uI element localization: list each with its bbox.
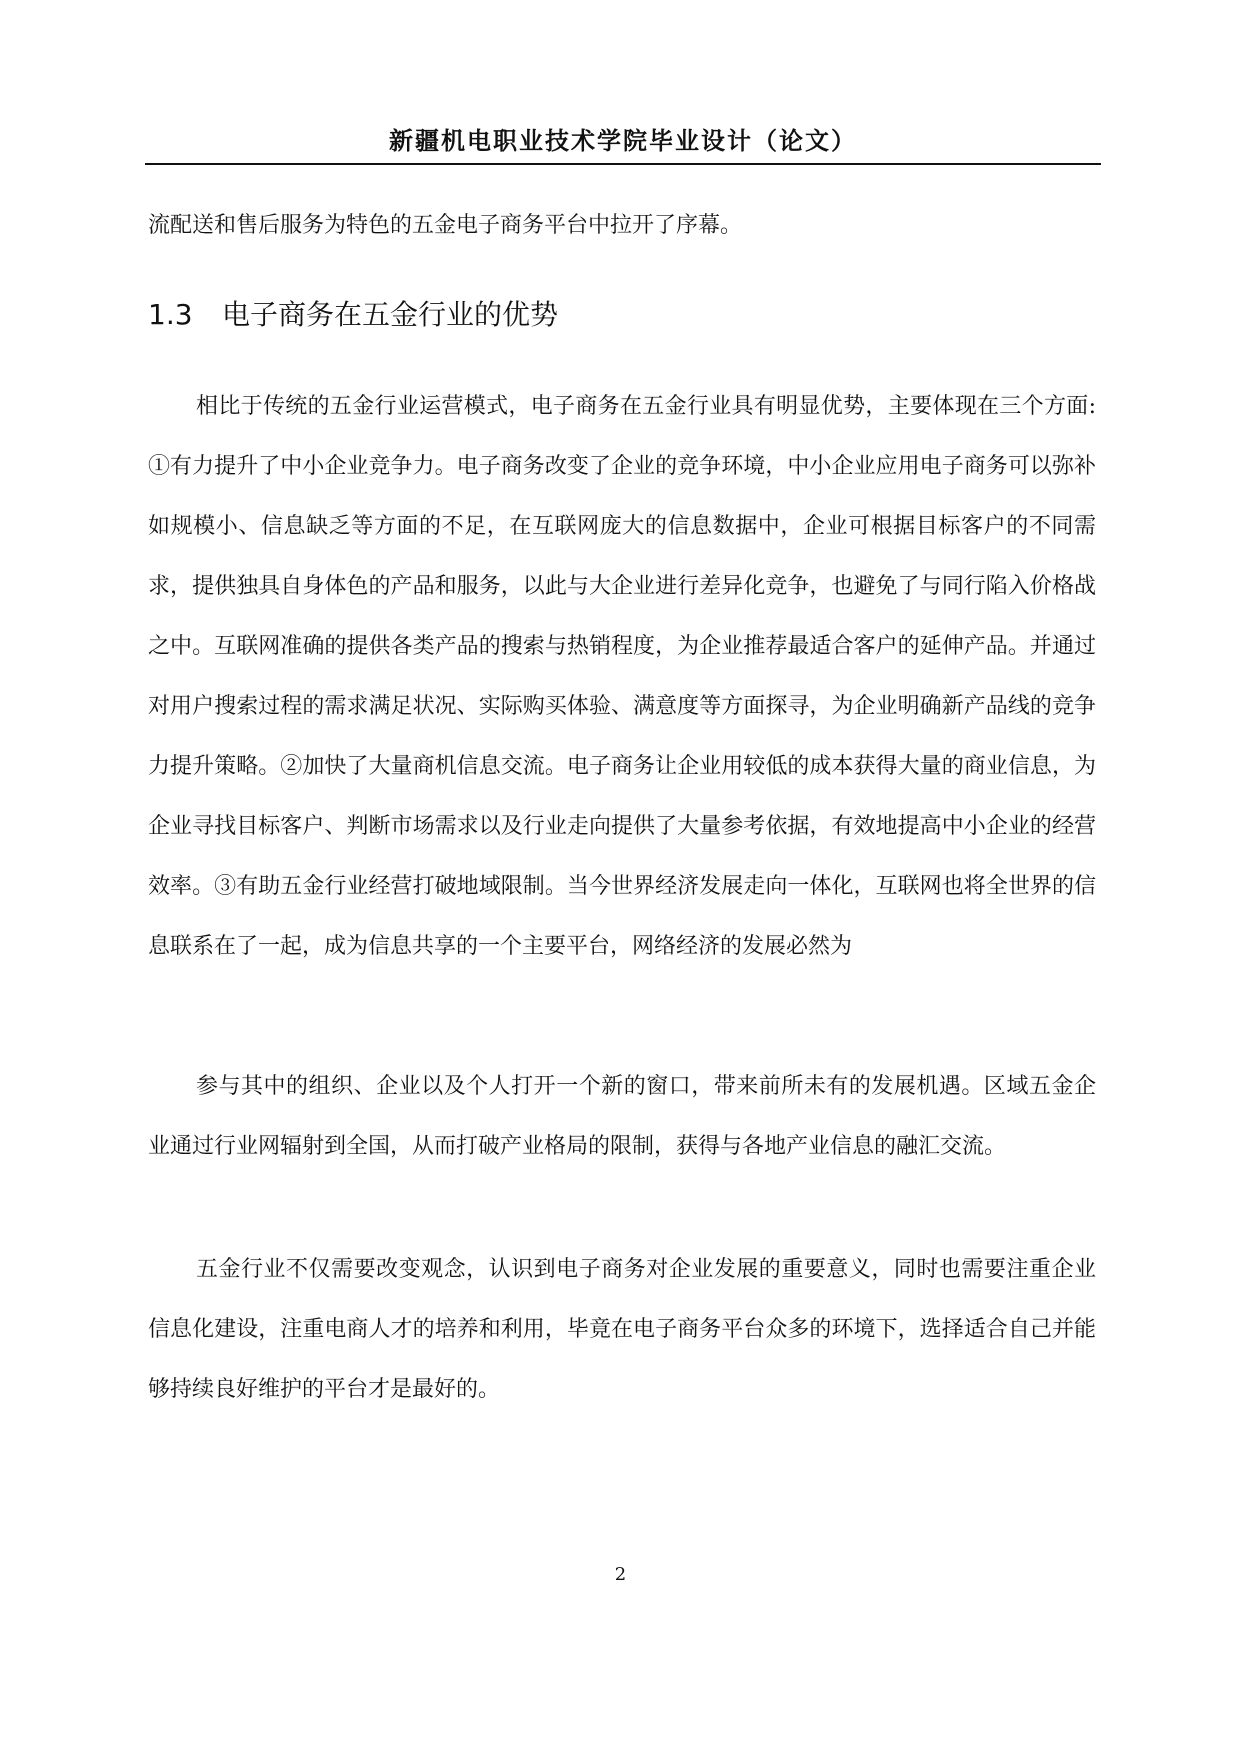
section-title: 电子商务在五金行业的优势 [222, 298, 559, 331]
header-rule [145, 163, 1101, 165]
continuation-paragraph: 流配送和售后服务为特色的五金电子商务平台中拉开了序幕。 [148, 213, 743, 238]
body-paragraph-1: 相比于传统的五金行业运营模式，电子商务在五金行业具有明显优势，主要体现在三个方面: ①有力提升了中小企业竞争力。电子商务改变了企业的竞争环境，中小企业应用电子商务可以弥补如规模小、信息缺乏等方面的不足，在互联网庞大的信息数据中，企业可根据目标客户的不同需求，提供独具自身体色的产品和服务，以此与大企业进行差异化竞争，也避免了与同行陷入价格战之中。互联网准确的提供各类产品的搜索与热销程度，为企业推荐最适合客户的延伸产品。并通过对用户搜索过程的需求满足状况、实际购买体验、满意度等方面探寻，为企业明确新产品线的竞争力提升策略。②加快了大量商机信息交流。电子商务让企业用较低的成本获得大量的商业信息，为企业寻找目标客户、判断市场需求以及行业走向提供了大量参考依据，有效地提高中小企业的经营效率。③有助五金行业经营打破地域限制。当今世界经济发展走向一体化，互联网也将全世界的信息联系在了一起，成为信息共享的一个主要平台，网络经济的发展必然为 [148, 394, 1096, 959]
running-header-title: 新疆机电职业技术学院毕业设计（论文） [389, 127, 857, 155]
section-heading [148, 295, 558, 335]
page-number: 2 [614, 1564, 627, 1585]
body-paragraph-2: 参与其中的组织、企业以及个人打开一个新的窗口，带来前所未有的发展机遇。区域五金企业通过行业网辐射到全国，从而打破产业格局的限制，获得与各地产业信息的融汇交流。 [148, 1074, 1096, 1159]
body-paragraph-3: 五金行业不仅需要改变观念，认识到电子商务对企业发展的重要意义，同时也需要注重企业信息化建设，注重电商人才的培养和利用，毕竟在电子商务平台众多的环境下，选择适合自己并能够持续良好维护的平台才是最好的。 [148, 1257, 1096, 1402]
section-number: 1.3 [148, 298, 193, 331]
